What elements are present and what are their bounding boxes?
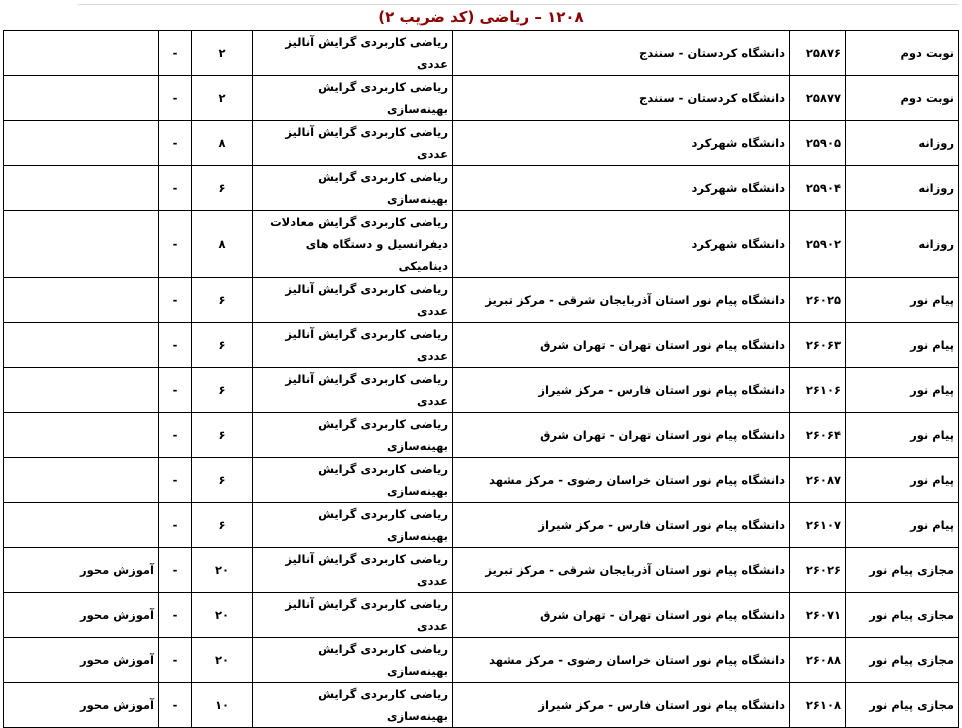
code-cell: ۲۵۸۷۶: [790, 31, 846, 76]
capacity-cell: ۶: [192, 278, 253, 323]
capacity-cell: ۶: [192, 368, 253, 413]
table-row: [4, 76, 959, 121]
capacity-cell: ۲۰: [192, 593, 253, 638]
major-cell: ریاضی کاربردی گرایش آنالیز عددی: [253, 121, 453, 166]
period-cell: مجازی پیام نور: [846, 593, 959, 638]
dash-cell: -: [159, 76, 192, 121]
capacity-cell: ۲۰: [192, 548, 253, 593]
dash-cell: -: [159, 278, 192, 323]
major-cell: ریاضی کاربردی گرایش بهینه‌سازی: [253, 413, 453, 458]
code-cell: ۲۶۱۰۷: [790, 503, 846, 548]
note-cell: آموزش محور: [4, 548, 159, 593]
major-cell: ریاضی کاربردی گرایش آنالیز عددی: [253, 368, 453, 413]
note-cell: [4, 413, 159, 458]
table-row: [4, 323, 959, 368]
period-cell: روزانه: [846, 121, 959, 166]
major-cell: ریاضی کاربردی گرایش آنالیز عددی: [253, 278, 453, 323]
capacity-cell: ۲: [192, 76, 253, 121]
top-rule: [78, 4, 958, 5]
capacity-cell: ۶: [192, 458, 253, 503]
dash-cell: -: [159, 121, 192, 166]
major-cell: ریاضی کاربردی گرایش بهینه‌سازی: [253, 683, 453, 728]
dash-cell: -: [159, 368, 192, 413]
code-cell: ۲۶۰۸۷: [790, 458, 846, 503]
note-cell: [4, 121, 159, 166]
capacity-cell: ۸: [192, 121, 253, 166]
university-cell: دانشگاه پیام نور استان خراسان رضوی - مرکز مشهد: [453, 458, 790, 503]
capacity-cell: ۶: [192, 323, 253, 368]
dash-cell: -: [159, 166, 192, 211]
table-row: [4, 683, 959, 728]
code-cell: ۲۶۱۰۶: [790, 368, 846, 413]
major-cell: ریاضی کاربردی گرایش بهینه‌سازی: [253, 503, 453, 548]
code-cell: ۲۶۰۲۵: [790, 278, 846, 323]
period-cell: پیام نور: [846, 368, 959, 413]
code-cell: ۲۵۹۰۵: [790, 121, 846, 166]
note-cell: [4, 278, 159, 323]
table-row: [4, 593, 959, 638]
table-row: [4, 211, 959, 278]
table-row: [4, 278, 959, 323]
university-cell: دانشگاه پیام نور استان تهران - تهران شرق: [453, 413, 790, 458]
note-cell: [4, 76, 159, 121]
capacity-cell: ۶: [192, 166, 253, 211]
capacity-cell: ۸: [192, 211, 253, 278]
major-cell: ریاضی کاربردی گرایش آنالیز عددی: [253, 31, 453, 76]
capacity-cell: ۲: [192, 31, 253, 76]
major-cell: ریاضی کاربردی گرایش آنالیز عددی: [253, 593, 453, 638]
period-cell: روزانه: [846, 211, 959, 278]
code-cell: ۲۵۹۰۲: [790, 211, 846, 278]
period-cell: مجازی پیام نور: [846, 548, 959, 593]
university-cell: دانشگاه پیام نور استان فارس - مرکز شیراز: [453, 368, 790, 413]
dash-cell: -: [159, 211, 192, 278]
table-row: [4, 368, 959, 413]
period-cell: پیام نور: [846, 323, 959, 368]
note-cell: [4, 368, 159, 413]
major-cell: ریاضی کاربردی گرایش معادلات دیفرانسیل و دستگاه های دینامیکی: [253, 211, 453, 278]
university-cell: دانشگاه شهرکرد: [453, 121, 790, 166]
major-cell: ریاضی کاربردی گرایش بهینه‌سازی: [253, 638, 453, 683]
note-cell: آموزش محور: [4, 638, 159, 683]
dash-cell: -: [159, 31, 192, 76]
period-cell: نوبت دوم: [846, 31, 959, 76]
capacity-cell: ۲۰: [192, 638, 253, 683]
university-cell: دانشگاه پیام نور استان تهران - تهران شرق: [453, 323, 790, 368]
period-cell: مجازی پیام نور: [846, 638, 959, 683]
period-cell: مجازی پیام نور: [846, 683, 959, 728]
code-cell: ۲۶۰۶۳: [790, 323, 846, 368]
table-row: [4, 638, 959, 683]
university-cell: دانشگاه شهرکرد: [453, 166, 790, 211]
major-cell: ریاضی کاربردی گرایش بهینه‌سازی: [253, 166, 453, 211]
university-cell: دانشگاه کردستان - سنندج: [453, 31, 790, 76]
code-cell: ۲۶۰۷۱: [790, 593, 846, 638]
note-cell: [4, 503, 159, 548]
dash-cell: -: [159, 638, 192, 683]
note-cell: [4, 323, 159, 368]
dash-cell: -: [159, 548, 192, 593]
capacity-cell: ۱۰: [192, 683, 253, 728]
university-cell: دانشگاه پیام نور استان آذربایجان شرقی - مرکز تبریز: [453, 278, 790, 323]
university-cell: دانشگاه پیام نور استان تهران - تهران شرق: [453, 593, 790, 638]
table-body: [4, 31, 959, 728]
major-cell: ریاضی کاربردی گرایش آنالیز عددی: [253, 548, 453, 593]
programs-table: [3, 30, 959, 728]
note-cell: [4, 458, 159, 503]
table-row: [4, 413, 959, 458]
note-cell: [4, 211, 159, 278]
code-cell: ۲۵۸۷۷: [790, 76, 846, 121]
major-cell: ریاضی کاربردی گرایش بهینه‌سازی: [253, 458, 453, 503]
university-cell: دانشگاه شهرکرد: [453, 211, 790, 278]
note-cell: آموزش محور: [4, 593, 159, 638]
code-cell: ۲۶۰۸۸: [790, 638, 846, 683]
university-cell: دانشگاه پیام نور استان خراسان رضوی - مرکز مشهد: [453, 638, 790, 683]
code-cell: ۲۵۹۰۴: [790, 166, 846, 211]
period-cell: روزانه: [846, 166, 959, 211]
dash-cell: -: [159, 683, 192, 728]
university-cell: دانشگاه پیام نور استان آذربایجان شرقی - مرکز تبریز: [453, 548, 790, 593]
period-cell: پیام نور: [846, 503, 959, 548]
code-cell: ۲۶۰۶۴: [790, 413, 846, 458]
note-cell: [4, 31, 159, 76]
code-cell: ۲۶۱۰۸: [790, 683, 846, 728]
period-cell: نوبت دوم: [846, 76, 959, 121]
note-cell: آموزش محور: [4, 683, 159, 728]
major-cell: ریاضی کاربردی گرایش بهینه‌سازی: [253, 76, 453, 121]
dash-cell: -: [159, 458, 192, 503]
university-cell: دانشگاه پیام نور استان فارس - مرکز شیراز: [453, 683, 790, 728]
section-heading: ۱۲۰۸ – ریاضی (کد ضریب ۲): [378, 8, 584, 26]
dash-cell: -: [159, 593, 192, 638]
table-row: [4, 121, 959, 166]
dash-cell: -: [159, 503, 192, 548]
capacity-cell: ۶: [192, 413, 253, 458]
code-cell: ۲۶۰۲۶: [790, 548, 846, 593]
university-cell: دانشگاه پیام نور استان فارس - مرکز شیراز: [453, 503, 790, 548]
period-cell: پیام نور: [846, 413, 959, 458]
table-row: [4, 458, 959, 503]
capacity-cell: ۶: [192, 503, 253, 548]
note-cell: [4, 166, 159, 211]
heading-band: [0, 6, 962, 28]
table-row: [4, 503, 959, 548]
table-row: [4, 31, 959, 76]
university-cell: دانشگاه کردستان - سنندج: [453, 76, 790, 121]
table-row: [4, 166, 959, 211]
dash-cell: -: [159, 413, 192, 458]
period-cell: پیام نور: [846, 458, 959, 503]
dash-cell: -: [159, 323, 192, 368]
major-cell: ریاضی کاربردی گرایش آنالیز عددی: [253, 323, 453, 368]
table-row: [4, 548, 959, 593]
period-cell: پیام نور: [846, 278, 959, 323]
